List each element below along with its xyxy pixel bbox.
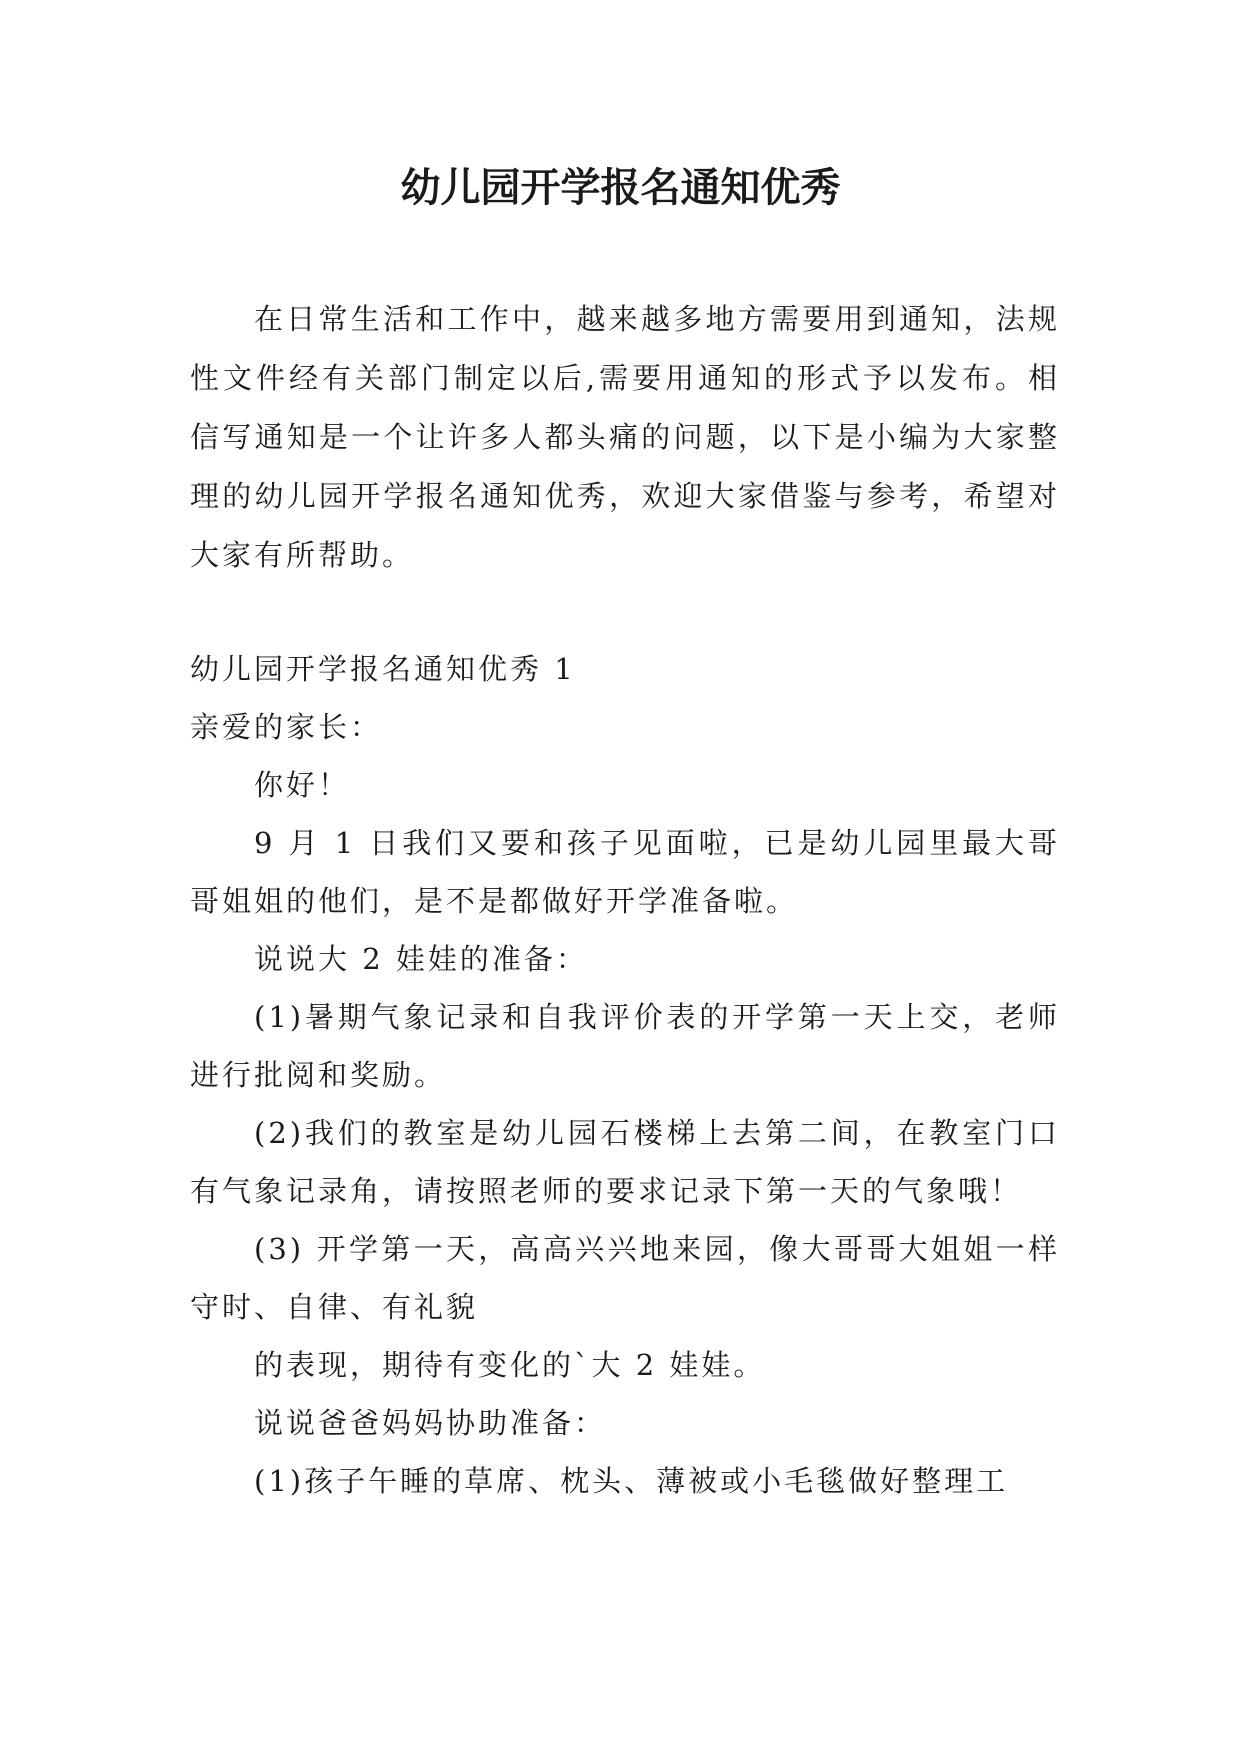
paragraph: 说说大 2 娃娃的准备：: [254, 942, 588, 976]
document-title: 幼儿园开学报名通知优秀: [400, 165, 841, 211]
paragraph: 9 月 1 日我们又要和孩子见面啦，已是幼儿园里最大哥哥姐姐的他们，是不是都做好开学准备啦。: [190, 826, 1060, 918]
list-item: (1)暑期气象记录和自我评价表的开学第一天上交，老师进行批阅和奖励。: [190, 1000, 1060, 1092]
intro-paragraph: 在日常生活和工作中，越来越多地方需要用到通知，法规性文件经有关部门制定以后,需要用通知的形式予以发布。相信写通知是一个让许多人都头痛的问题，以下是小编为大家整理的幼儿园开学报名通知优秀，欢迎大家借鉴与参考，希望对大家有所帮助。: [190, 302, 1060, 572]
list-item: (3) 开学第一天，高高兴兴地来园，像大哥哥大姐姐一样守时、自律、有礼貌: [190, 1232, 1060, 1324]
paragraph: 说说爸爸妈妈协助准备：: [254, 1406, 607, 1440]
list-item: (1)孩子午睡的草席、枕头、薄被或小毛毯做好整理工: [254, 1464, 1009, 1498]
notice-section: [190, 640, 1060, 1510]
greeting: 你好！: [254, 768, 351, 802]
intro-section: [190, 290, 1060, 585]
salutation: 亲爱的家长：: [190, 710, 383, 744]
section-heading: 幼儿园开学报名通知优秀 1: [190, 652, 576, 686]
paragraph: 的表现，期待有变化的`大 2 娃娃。: [254, 1348, 766, 1382]
list-item: (2)我们的教室是幼儿园石楼梯上去第二间，在教室门口有气象记录角，请按照老师的要求记录下第一天的气象哦！: [190, 1116, 1060, 1208]
